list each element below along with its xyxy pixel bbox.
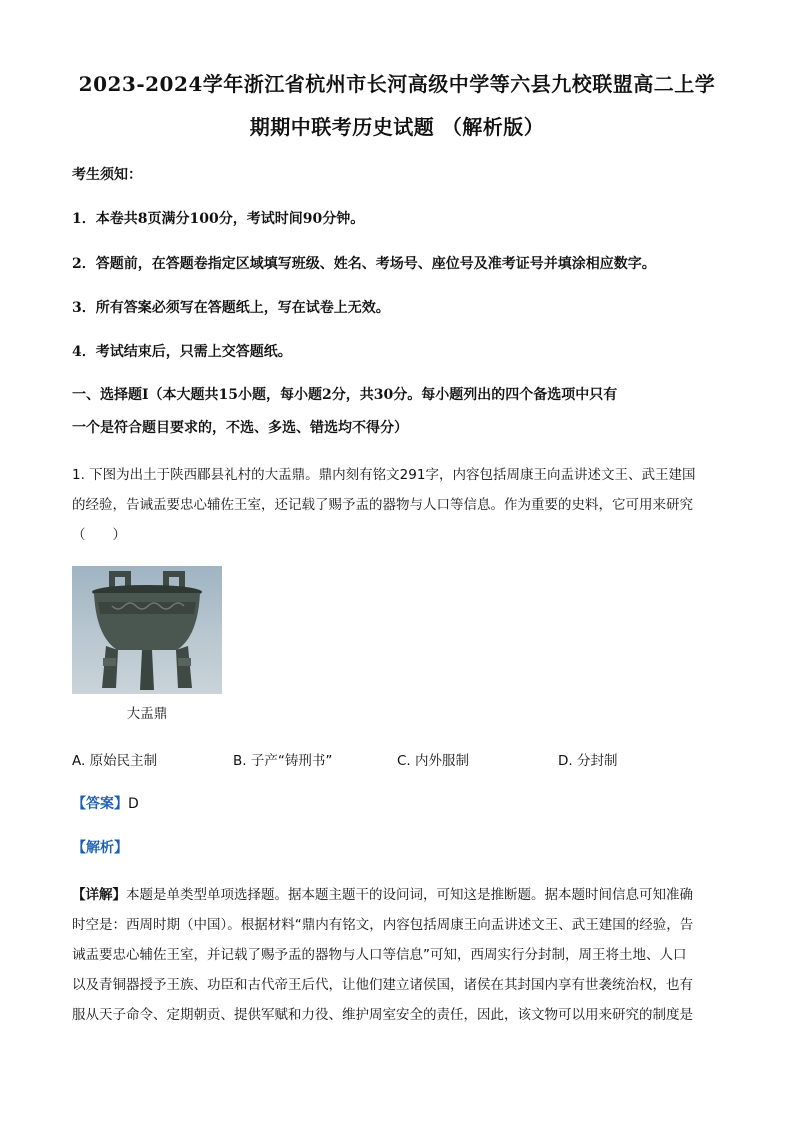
answer-value: D <box>128 796 139 812</box>
answer-line <box>72 793 732 813</box>
analysis-line <box>72 837 732 857</box>
bronze-ding-illustration <box>72 566 222 694</box>
detail-line-5: 服从天子命令、定期朝贡、提供军赋和力役、维护周室安全的责任，因此，该文物可以用来研究的制度是 <box>72 1007 693 1023</box>
option-c: C. 内外服制 <box>397 753 470 769</box>
ding-leg-left-ornament <box>103 658 116 666</box>
da-yu-ding-image <box>72 566 222 694</box>
notice-item-4: 4．考试结束后，只需上交答题纸。 <box>72 344 292 360</box>
section-heading-line1: 一、选择题Ⅰ（本大题共15小题，每小题2分，共30分。每小题列出的四个备选项中只有 <box>72 387 618 403</box>
ding-leg-right-ornament <box>178 658 191 666</box>
notice-heading: 考生须知： <box>72 167 142 183</box>
detail-line-4: 以及青铜器授予王族、功臣和古代帝王后代，让他们建立诸侯国，诸侯在其封国内享有世袭统治权，也有 <box>72 977 693 993</box>
detail-label: 【详解】 <box>72 887 126 903</box>
ding-leg-middle <box>140 650 154 690</box>
notice-item-2: 2．答题前，在答题卷指定区域填写班级、姓名、考场号、座位号及准考证号并填涂相应数字。 <box>72 256 656 272</box>
answer-label: 【答案】 <box>72 796 128 812</box>
notice-item-1: 1．本卷共8页满分100分，考试时间90分钟。 <box>72 211 365 227</box>
question-1-line2: 的经验，告诫盂要忠心辅佐王室，还记载了赐予盂的器物与人口等信息。作为重要的史料，它可用来研究 <box>72 497 693 513</box>
detail-line-3: 诫盂要忠心辅佐王室，并记载了赐予盂的器物与人口等信息”可知，西周实行分封制，周王将土地、人口 <box>72 947 687 963</box>
question-1-line1: 1. 下图为出土于陕西郿县礼村的大盂鼎。鼎内刻有铭文291字，内容包括周康王向盂讲述文王、武王建国 <box>72 467 696 483</box>
notice-item-3: 3．所有答案必须写在答题纸上，写在试卷上无效。 <box>72 300 390 316</box>
ding-body <box>94 593 200 650</box>
option-b: B. 子产“铸刑书” <box>233 753 333 769</box>
section-heading-line2: 一个是符合题目要求的，不选、多选、错选均不得分） <box>72 420 408 436</box>
figure-caption: 大盂鼎 <box>126 706 168 722</box>
option-a: A. 原始民主制 <box>72 753 158 769</box>
detail-text-1: 本题是单类型单项选择题。据本题主题干的设问词，可知这是推断题。据本题时间信息可知准确 <box>126 887 693 903</box>
option-d: D. 分封制 <box>558 753 618 769</box>
detail-line-2: 时空是：西周时期（中国）。根据材料“鼎内有铭文，内容包括周康王向盂讲述文王、武王建国的经验，告 <box>72 917 694 933</box>
document-title-line2: 期期中联考历史试题 （解析版） <box>249 115 545 139</box>
ding-leg-right <box>176 646 192 688</box>
question-1-line3: （ ） <box>72 527 126 543</box>
ding-leg-left <box>102 646 118 688</box>
document-title-line1: 2023-2024学年浙江省杭州市长河高级中学等六县九校联盟高二上学 <box>78 72 716 96</box>
analysis-label: 【解析】 <box>72 840 128 856</box>
detail-line-1 <box>72 883 732 903</box>
